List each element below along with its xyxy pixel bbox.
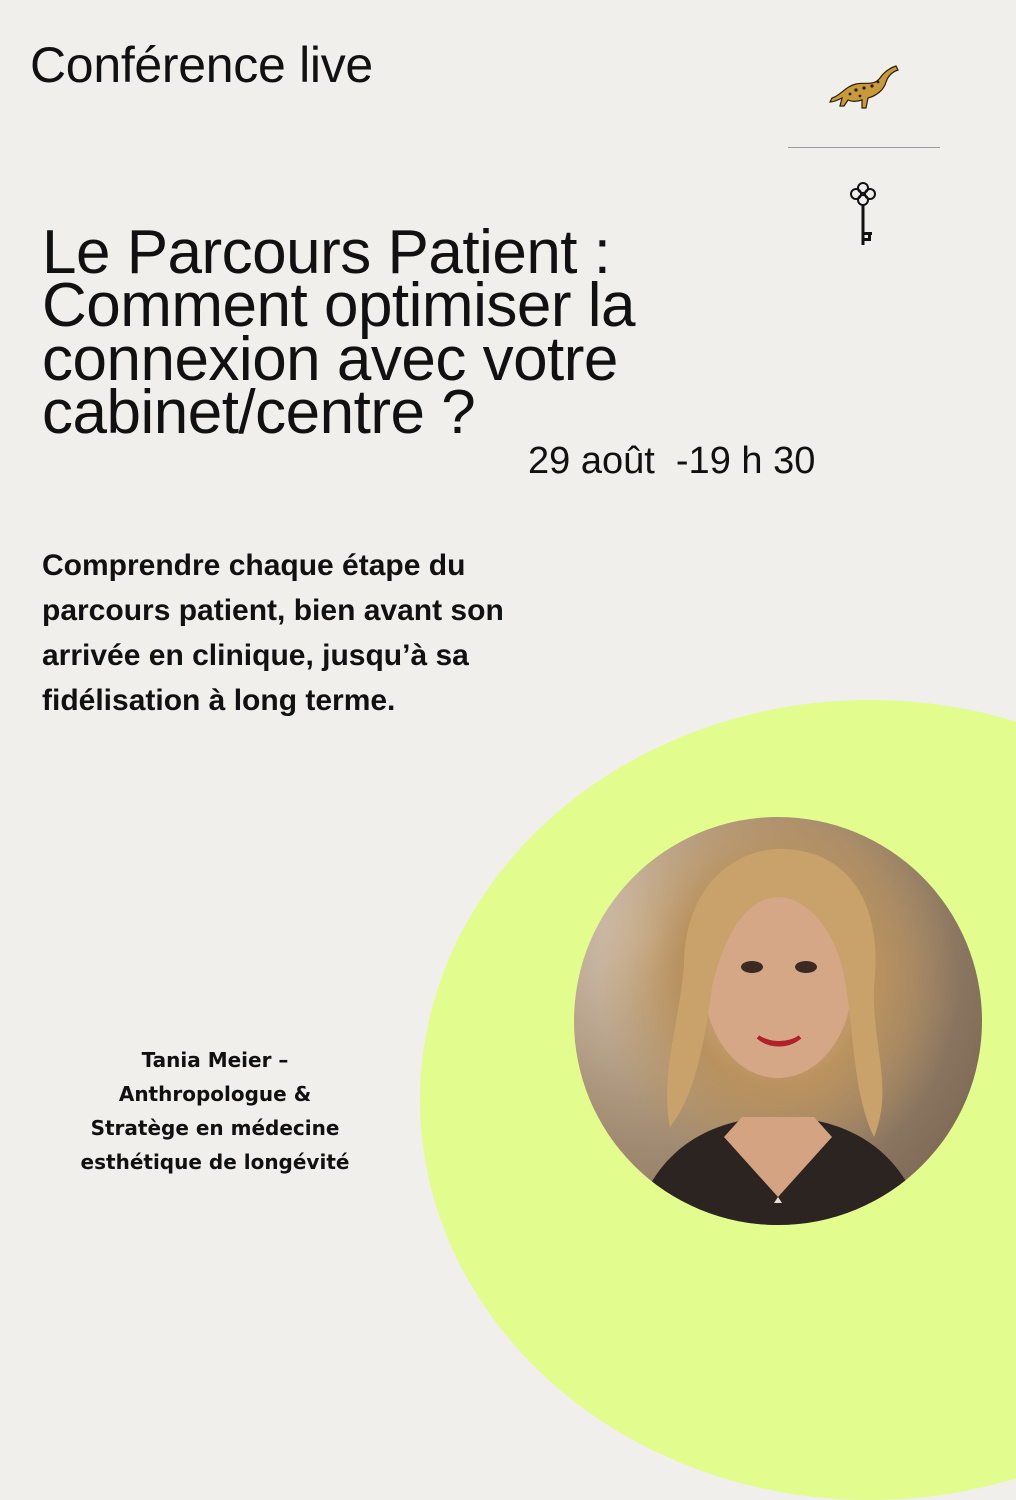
speaker-role: Stratège en médecine — [90, 1116, 340, 1140]
speaker-role: esthétique de longévité — [80, 1150, 350, 1174]
speaker-name: Tania Meier – — [141, 1048, 289, 1072]
header-label: Conférence live — [30, 37, 373, 93]
speaker-photo — [574, 817, 982, 1225]
event-title — [42, 218, 782, 447]
title-line: cabinet/centre ? — [42, 377, 476, 447]
divider-line — [788, 147, 940, 148]
speaker-role: Anthropologue & — [118, 1082, 312, 1106]
speaker-caption — [40, 1043, 390, 1179]
event-description: Comprendre chaque étape du parcours patient, bien avant son arrivée en clinique, jusqu’à sa fidélisation à long terme. — [42, 549, 504, 717]
title-line: Le Parcours Patient : — [42, 218, 611, 287]
event-date: 29 août -19 h 30 — [528, 440, 816, 482]
title-line: Comment optimiser la — [42, 271, 635, 341]
key-icon — [846, 180, 880, 248]
title-line: connexion avec votre — [42, 324, 618, 394]
leopard-icon — [826, 56, 900, 112]
